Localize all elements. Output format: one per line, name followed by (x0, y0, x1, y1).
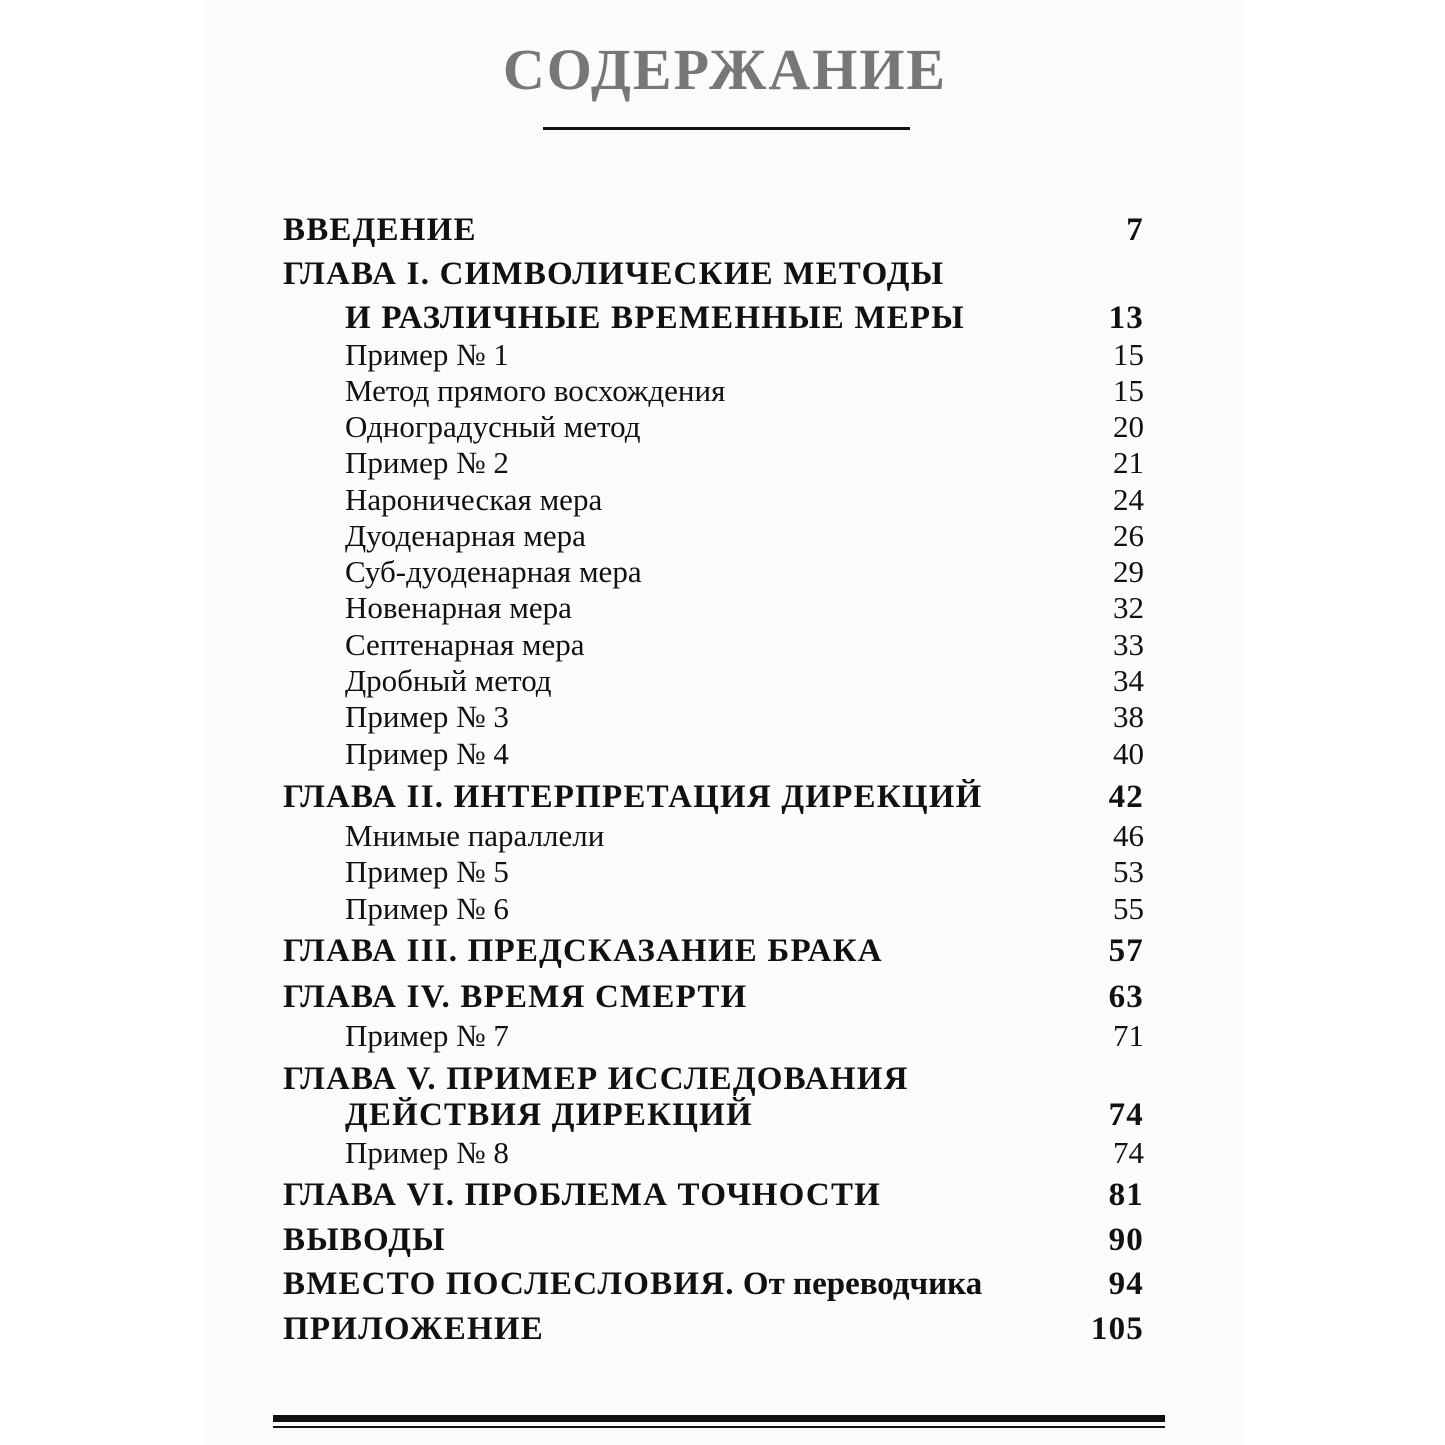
toc-entry-page: 24 (1113, 482, 1144, 517)
toc-entry-title: Пример № 3 (345, 699, 509, 734)
toc-entry-title: ДЕЙСТВИЯ ДИРЕКЦИЙ (345, 1097, 753, 1133)
page-title: СОДЕРЖАНИЕ (502, 37, 948, 102)
toc-entry-page: 33 (1113, 627, 1144, 662)
toc-entry-page: 74 (1113, 1135, 1144, 1170)
toc-entry-title: Пример № 5 (345, 854, 509, 889)
toc-entry-page: 38 (1113, 699, 1144, 734)
toc-entry-page: 7 (1126, 212, 1144, 248)
toc-entry-title: Пример № 1 (345, 337, 509, 372)
toc-entry-title: Пример № 2 (345, 445, 509, 480)
book-page (205, 0, 1245, 1445)
toc-entry-title: Пример № 8 (345, 1135, 509, 1170)
toc-entry-title: ГЛАВА VI. ПРОБЛЕМА ТОЧНОСТИ (283, 1177, 882, 1213)
toc-entry-page: 20 (1113, 409, 1144, 444)
toc-entry-title: Дуоденарная мера (345, 518, 586, 553)
toc-entry-title: ПРИЛОЖЕНИЕ (283, 1311, 544, 1347)
toc-entry-title: Дробный метод (345, 663, 552, 698)
toc-entry-title: Одноградусный метод (345, 409, 641, 444)
toc-entry-page: 71 (1113, 1018, 1144, 1053)
toc-entry-page: 42 (1108, 779, 1144, 815)
toc-entry-title: ВЫВОДЫ (283, 1222, 446, 1258)
toc-entry-page: 53 (1113, 854, 1144, 889)
toc-entry-title: ГЛАВА IV. ВРЕМЯ СМЕРТИ (283, 979, 748, 1015)
toc-entry-title: ГЛАВА II. ИНТЕРПРЕТАЦИЯ ДИРЕКЦИЙ (283, 779, 983, 815)
toc-entry-page: 63 (1108, 979, 1144, 1015)
toc-entry-title: ВВЕДЕНИЕ (283, 212, 477, 248)
toc-entry-title: Метод прямого восхождения (345, 373, 726, 408)
toc-entry-page: 13 (1108, 300, 1144, 336)
toc-entry-title: ГЛАВА V. ПРИМЕР ИССЛЕДОВАНИЯ (283, 1061, 909, 1097)
toc-entry-page: 26 (1113, 518, 1144, 553)
toc-entry-title: ГЛАВА III. ПРЕДСКАЗАНИЕ БРАКА (283, 933, 883, 969)
toc-entry-page: 94 (1108, 1266, 1144, 1302)
toc-entry-title: Пример № 6 (345, 891, 509, 926)
toc-entry-title: Пример № 4 (345, 736, 509, 771)
toc-entry-page: 90 (1108, 1222, 1144, 1258)
toc-entry-title: Пример № 7 (345, 1018, 509, 1053)
toc-entry-page: 46 (1113, 818, 1144, 853)
toc-entry-page: 15 (1113, 337, 1144, 372)
toc-entry-page: 34 (1113, 663, 1144, 698)
toc-entry-page: 105 (1090, 1311, 1144, 1347)
bottom-rule-thin (273, 1426, 1165, 1428)
toc-entry-title: Мнимые параллели (345, 818, 605, 853)
toc-entry-title: Новенарная мера (345, 590, 572, 625)
toc-entry-page: 74 (1108, 1097, 1144, 1133)
title-underline (543, 127, 910, 130)
toc-entry-title: ГЛАВА I. СИМВОЛИЧЕСКИЕ МЕТОДЫ (283, 256, 945, 292)
toc-entry-page: 55 (1113, 891, 1144, 926)
toc-entry-title-suffix: От переводчика (734, 1266, 983, 1302)
toc-entry-page: 57 (1108, 933, 1144, 969)
toc-entry-title (283, 1266, 982, 1303)
toc-entry-page: 15 (1113, 373, 1144, 408)
bottom-rule (273, 1415, 1165, 1422)
toc-entry-title: Септенарная мера (345, 627, 585, 662)
toc-entry-title: И РАЗЛИЧНЫЕ ВРЕМЕННЫЕ МЕРЫ (345, 300, 965, 336)
toc-entry-title: Нароническая мера (345, 482, 603, 517)
toc-entry-page: 21 (1113, 445, 1144, 480)
toc-entry-title-main: ВМЕСТО ПОСЛЕСЛОВИЯ. (283, 1266, 735, 1302)
toc-entry-page: 81 (1108, 1177, 1144, 1213)
toc-entry-page: 29 (1113, 554, 1144, 589)
toc-entry-page: 32 (1113, 590, 1144, 625)
toc-entry-page: 40 (1113, 736, 1144, 771)
toc-entry-title: Суб-дуоденарная мера (345, 554, 642, 589)
